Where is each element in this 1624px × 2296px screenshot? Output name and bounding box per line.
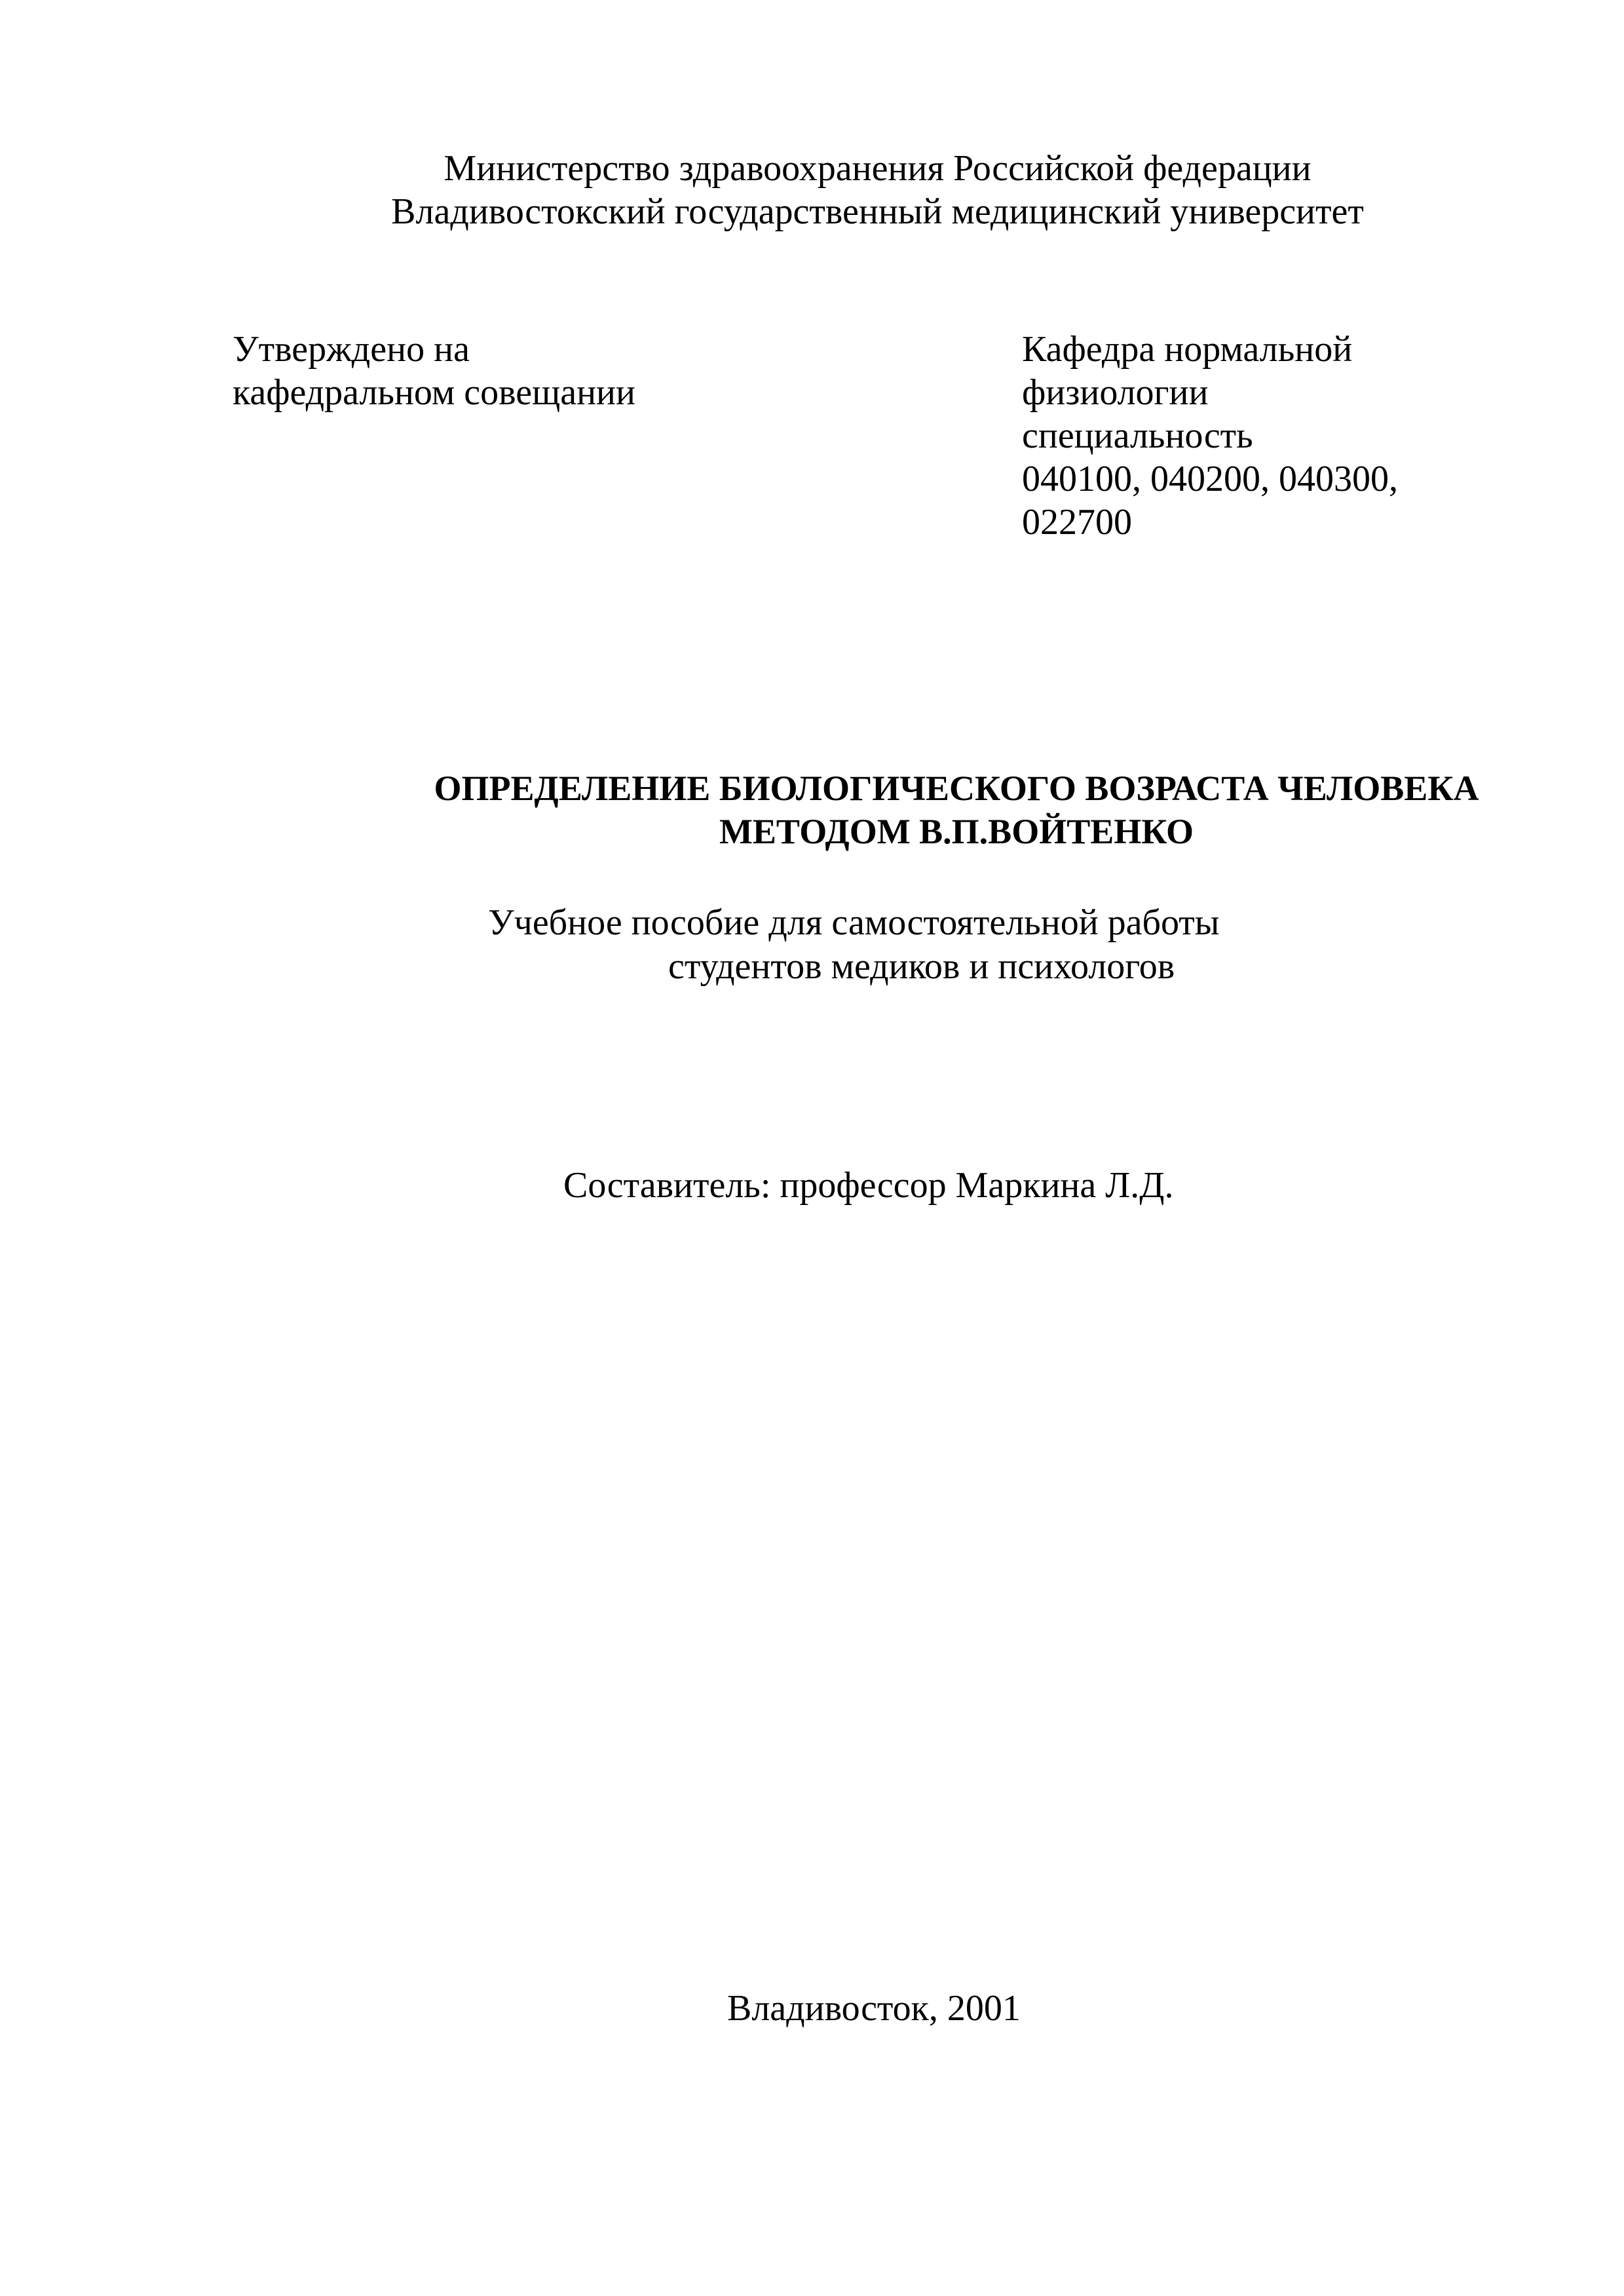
compiler-line: Составитель: профессор Маркина Л.Д. [563,1165,1174,1206]
approval-note [233,328,635,414]
department-line-2: физиологии [1022,372,1209,413]
department-line-4: 040100, 040200, 040300, [1022,459,1398,499]
title-line-2: МЕТОДОМ В.П.ВОЙТЕНКО [719,812,1194,851]
approval-line-1: Утверждено на [233,329,470,370]
place-year-line: Владивосток, 2001 [727,1988,1021,2029]
document-title [0,767,1624,853]
compiler-credit [563,1164,1173,1207]
subtitle-line-1-block [488,901,1219,944]
subtitle-line-2-block [668,945,1175,988]
subtitle-line-2: студентов медиков и психологов [668,946,1175,987]
title-line-1: ОПРЕДЕЛЕНИЕ БИОЛОГИЧЕСКОГО ВОЗРАСТА ЧЕЛОВЕКА [434,769,1479,808]
department-info [1022,328,1398,544]
university-line: Владивостокский государственный медицинский университет [391,191,1364,232]
department-line-1: Кафедра нормальной [1022,329,1353,370]
document-header [0,147,1624,233]
department-line-3: специальность [1022,415,1253,456]
place-and-year [727,1987,1021,2030]
subtitle-line-1: Учебное пособие для самостоятельной работы [488,902,1220,943]
department-line-5: 022700 [1022,502,1132,543]
ministry-line: Министерство здравоохранения Российской федерации [444,148,1312,189]
approval-line-2: кафедральном совещании [233,372,635,413]
